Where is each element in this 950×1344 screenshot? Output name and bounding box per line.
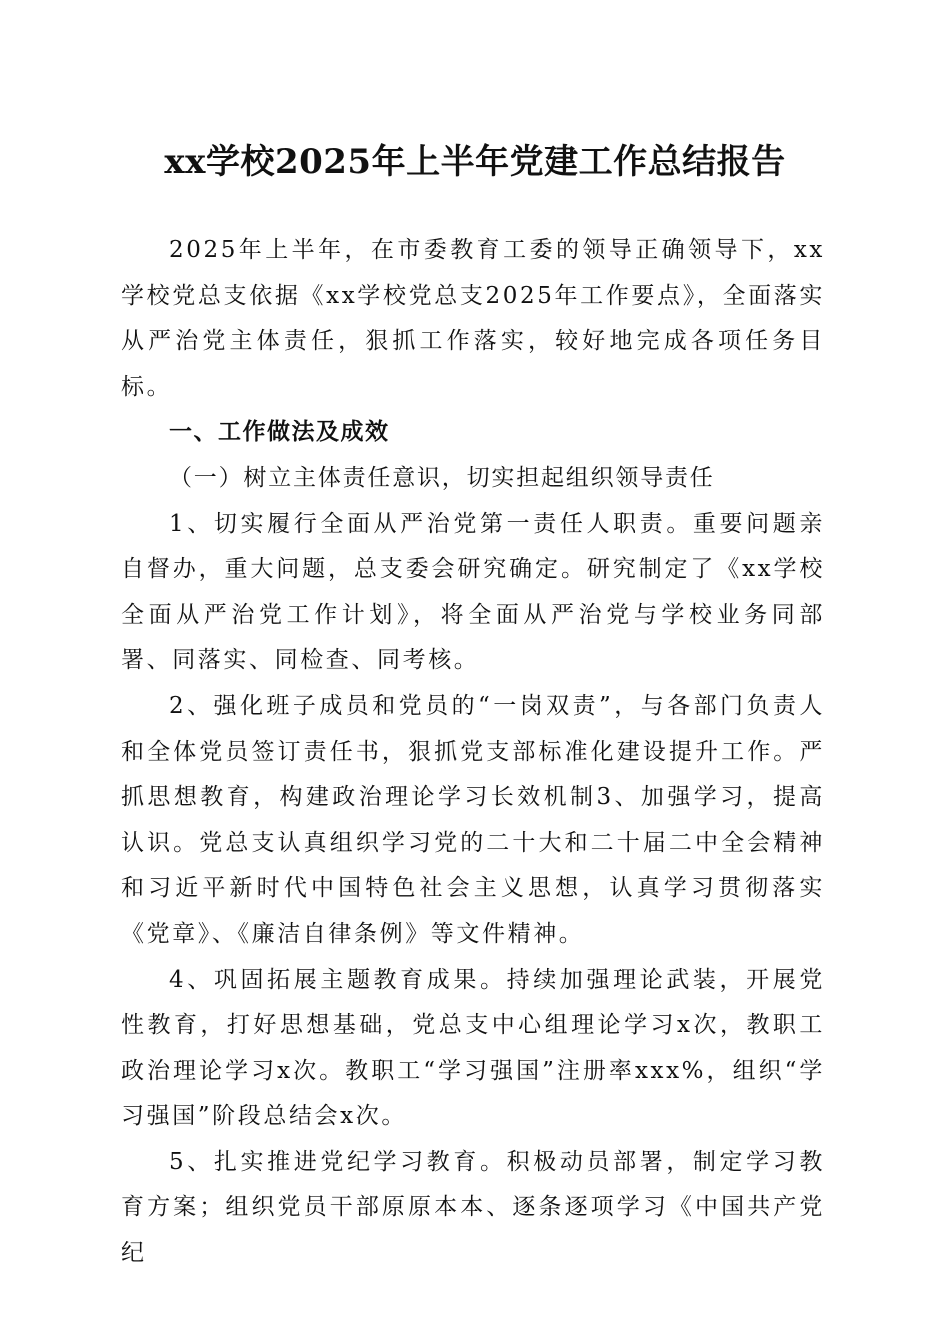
section-heading: 一、工作做法及成效 — [169, 419, 390, 446]
body-paragraph: 1、切实履行全面从严治党第一责任人职责。重要问题亲自督办，重大问题，总支委会研究确定。研究制定了《xx学校全面从严治党工作计划》，将全面从严治党与学校业务同部署、同落实、同检查、同考核。 — [121, 510, 825, 674]
subsection-heading: （一）树立主体责任意识，切实担起组织领导责任 — [169, 464, 715, 491]
body-paragraph: 4、巩固拓展主题教育成果。持续加强理论武装，开展党性教育，打好思想基础，党总支中心组理论学习x次，教职工政治理论学习x次。教职工“学习强国”注册率xxx%，组织“学习强国”阶段总结会x次。 — [121, 966, 825, 1130]
body-paragraph: 5、扎实推进党纪学习教育。积极动员部署，制定学习教育方案；组织党员干部原原本本、逐条逐项学习《中国共产党纪 — [121, 1148, 825, 1267]
document-body — [121, 228, 825, 1277]
body-paragraph: 2、强化班子成员和党员的“一岗双责”，与各部门负责人和全体党员签订责任书，狠抓党支部标准化建设提升工作。严抓思想教育，构建政治理论学习长效机制3、加强学习，提高认识。党总支认真组织学习党的二十大和二十届二中全会精神和习近平新时代中国特色社会主义思想，认真学习贯彻落实《党章》、《廉洁自律条例》等文件精神。 — [121, 692, 825, 947]
document-title: xx学校2025年上半年党建工作总结报告 — [164, 142, 786, 182]
intro-paragraph: 2025年上半年，在市委教育工委的领导正确领导下，xx学校党总支依据《xx学校党总支2025年工作要点》，全面落实从严治党主体责任，狠抓工作落实，较好地完成各项任务目标。 — [121, 237, 825, 400]
